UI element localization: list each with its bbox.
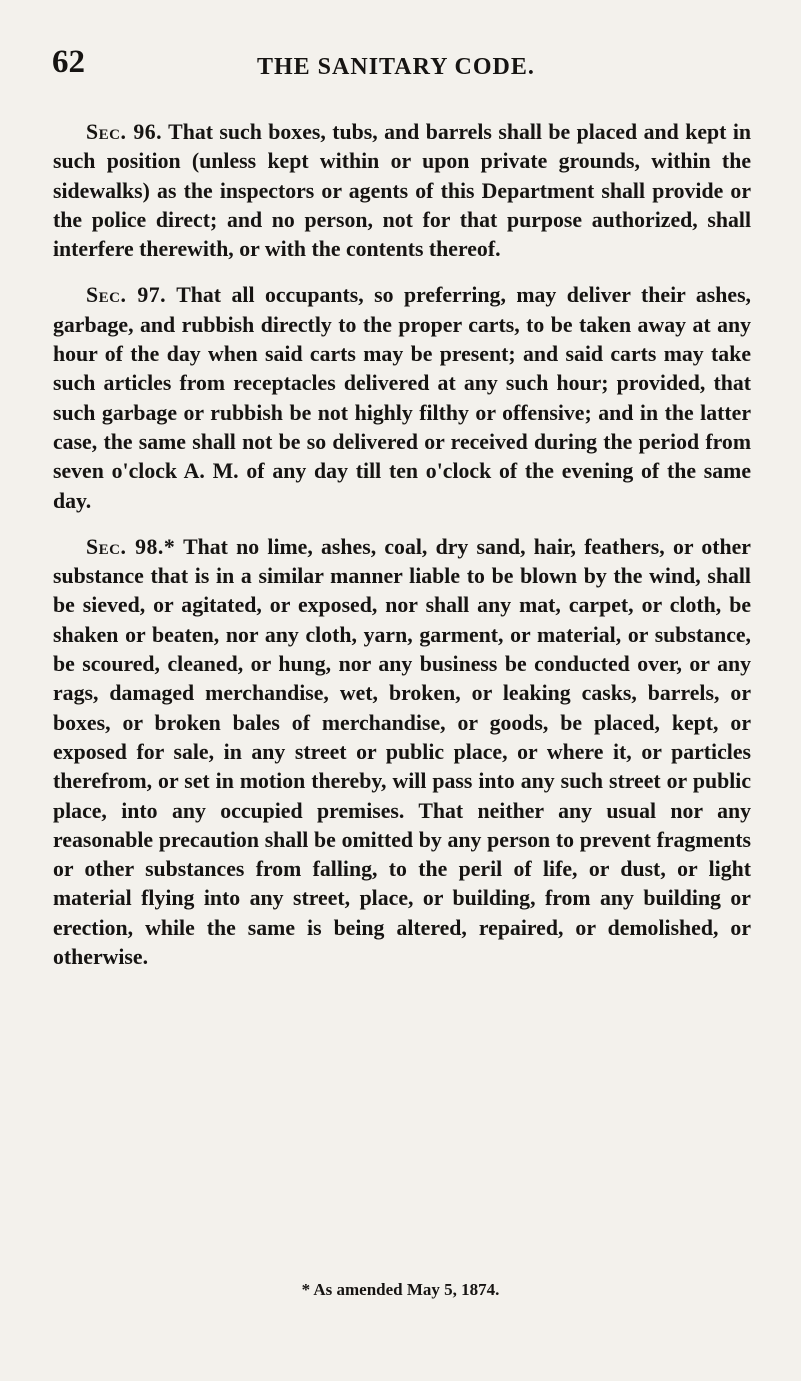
page-header [52,44,752,94]
page-number: 62 [52,44,85,80]
footnote: * As amended May 5, 1874. [301,1280,500,1299]
section-text: That no lime, ashes, coal, dry sand, hair, feathers, or other substance that is in a similar manner liable to be blown by the wind, shall be sieved, or agitated, or exposed, nor shall any mat, carpet, or cloth, be shaken or beaten, nor any cloth, yarn, garment, or material, or substance, be scoured, cleaned, or hung, nor any business be conducted over, or any rags, damaged merchandise, wet, broken, or leaking casks, barrels, or boxes, or broken bales of merchandise, or goods, be placed, kept, or exposed for sale, in any street or public place, or where it, or particles therefrom, or set in motion thereby, will pass into any such street or public place, into any occupied premises. That neither any usual nor any reasonable precaution shall be omitted by any person to prevent fragments or other substances from falling, to the peril of life, or dust, or light material flying into any street, place, or building, from any building or erection, while the same is being altered, repaired, or demolished, or otherwise. [53,534,751,970]
section-text: That all occupants, so preferring, may deliver their ashes, garbage, and rubbish directly to the proper carts, to be taken away at any hour of the day when said carts may be present; and said carts may take such articles from receptacles delivered at any such hour; provided, that such garbage or rubbish be not highly filthy or offensive; and in the latter case, the same shall not be so delivered or received during the period from seven o'clock A. M. of any day till ten o'clock of the evening of the same day. [53,283,752,513]
body-text [53,118,751,972]
section-97 [53,281,751,515]
running-title: THE SANITARY CODE. [257,54,535,80]
section-label: Sec. 97. [86,283,167,308]
section-96 [53,118,751,264]
section-98 [53,533,751,972]
section-label: Sec. 98.* [86,534,176,559]
section-label: Sec. 96. [86,120,163,144]
section-text: That such boxes, tubs, and barrels shall be placed and kept in such position (unless kept within or upon private grounds, within the sidewalks) as the inspectors or agents of this Department shall provide or the police direct; and no person, not for that purpose authorized, shall interfere therewith, or with the contents thereof. [53,120,752,262]
